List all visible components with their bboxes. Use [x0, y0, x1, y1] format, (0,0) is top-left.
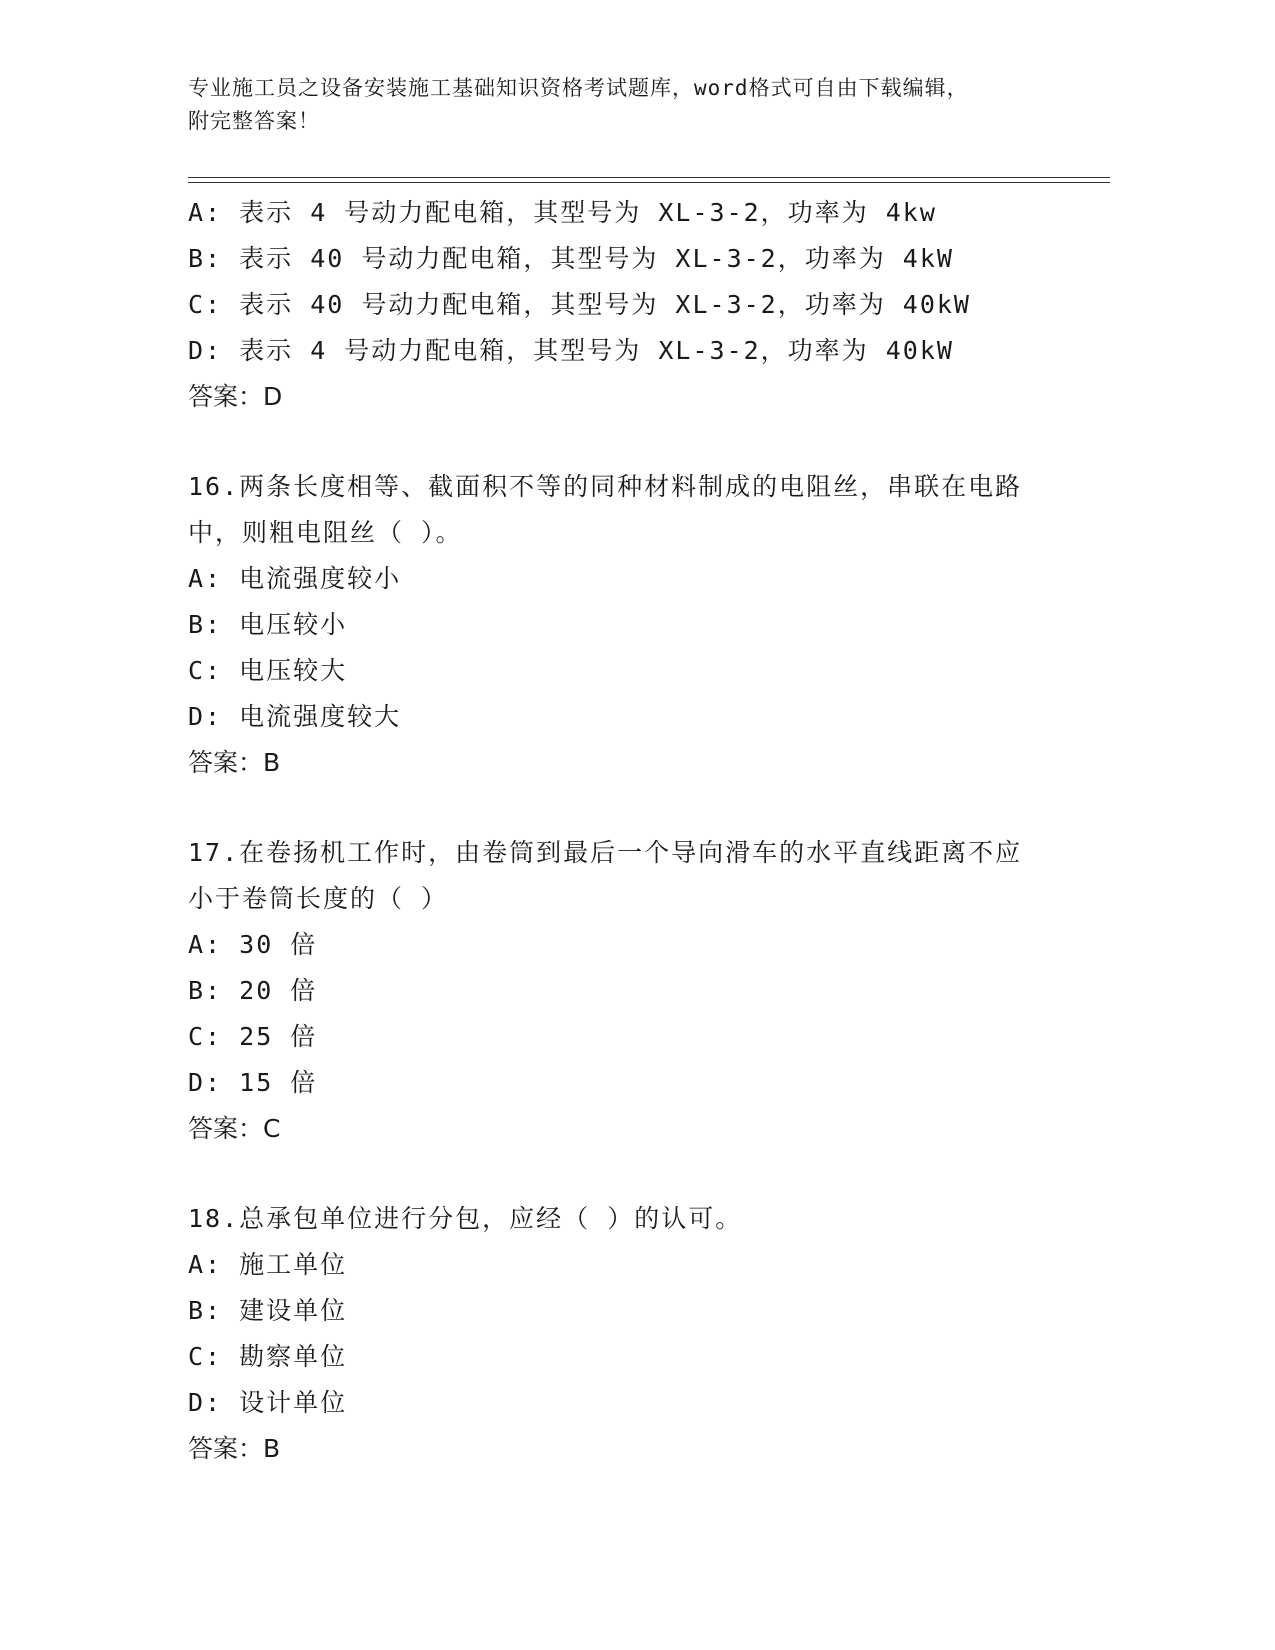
question-16 — [188, 464, 1088, 786]
question-stem-line-1: 16.两条长度相等、截面积不等的同种材料制成的电阻丝，串联在电路 — [188, 472, 1023, 501]
header-line-1: 专业施工员之设备安装施工基础知识资格考试题库，word格式可自由下载编辑， — [188, 76, 969, 100]
option-c: C: 电压较大 — [188, 656, 348, 685]
option-d: D: 15 倍 — [188, 1068, 318, 1097]
answer-line: 答案：B — [188, 748, 281, 777]
option-d: D: 表示 4 号动力配电箱，其型号为 XL-3-2，功率为 40kW — [188, 336, 954, 365]
option-a: A: 30 倍 — [188, 930, 318, 959]
question-stem-line-1: 18.总承包单位进行分包，应经（ ）的认可。 — [188, 1204, 743, 1233]
option-d: D: 电流强度较大 — [188, 702, 402, 731]
option-b: B: 表示 40 号动力配电箱，其型号为 XL-3-2，功率为 4kW — [188, 244, 954, 273]
option-a: A: 施工单位 — [188, 1250, 348, 1279]
option-c: C: 25 倍 — [188, 1022, 318, 1051]
question-18 — [188, 1196, 1088, 1472]
question-stem-line-2: 小于卷筒长度的（ ） — [188, 884, 449, 913]
question-15 — [188, 190, 1088, 420]
option-a: A: 电流强度较小 — [188, 564, 402, 593]
question-stem-line-2: 中，则粗电阻丝（ ）。 — [188, 518, 463, 547]
answer-line: 答案：B — [188, 1434, 281, 1463]
question-17 — [188, 830, 1088, 1152]
option-c: C: 表示 40 号动力配电箱，其型号为 XL-3-2，功率为 40kW — [188, 290, 971, 319]
option-b: B: 20 倍 — [188, 976, 318, 1005]
question-stem-line-1: 17.在卷扬机工作时，由卷筒到最后一个导向滑车的水平直线距离不应 — [188, 838, 1023, 867]
answer-line: 答案：D — [188, 382, 283, 411]
header-divider-bottom — [188, 182, 1110, 183]
document-header — [188, 72, 1088, 138]
header-line-2: 附完整答案！ — [188, 109, 320, 133]
option-c: C: 勘察单位 — [188, 1342, 348, 1371]
answer-line: 答案：C — [188, 1114, 281, 1143]
header-divider-top — [188, 177, 1110, 178]
option-a: A: 表示 4 号动力配电箱，其型号为 XL-3-2，功率为 4kw — [188, 198, 937, 227]
option-b: B: 建设单位 — [188, 1296, 348, 1325]
option-d: D: 设计单位 — [188, 1388, 348, 1417]
option-b: B: 电压较小 — [188, 610, 348, 639]
question-list — [188, 190, 1088, 1472]
